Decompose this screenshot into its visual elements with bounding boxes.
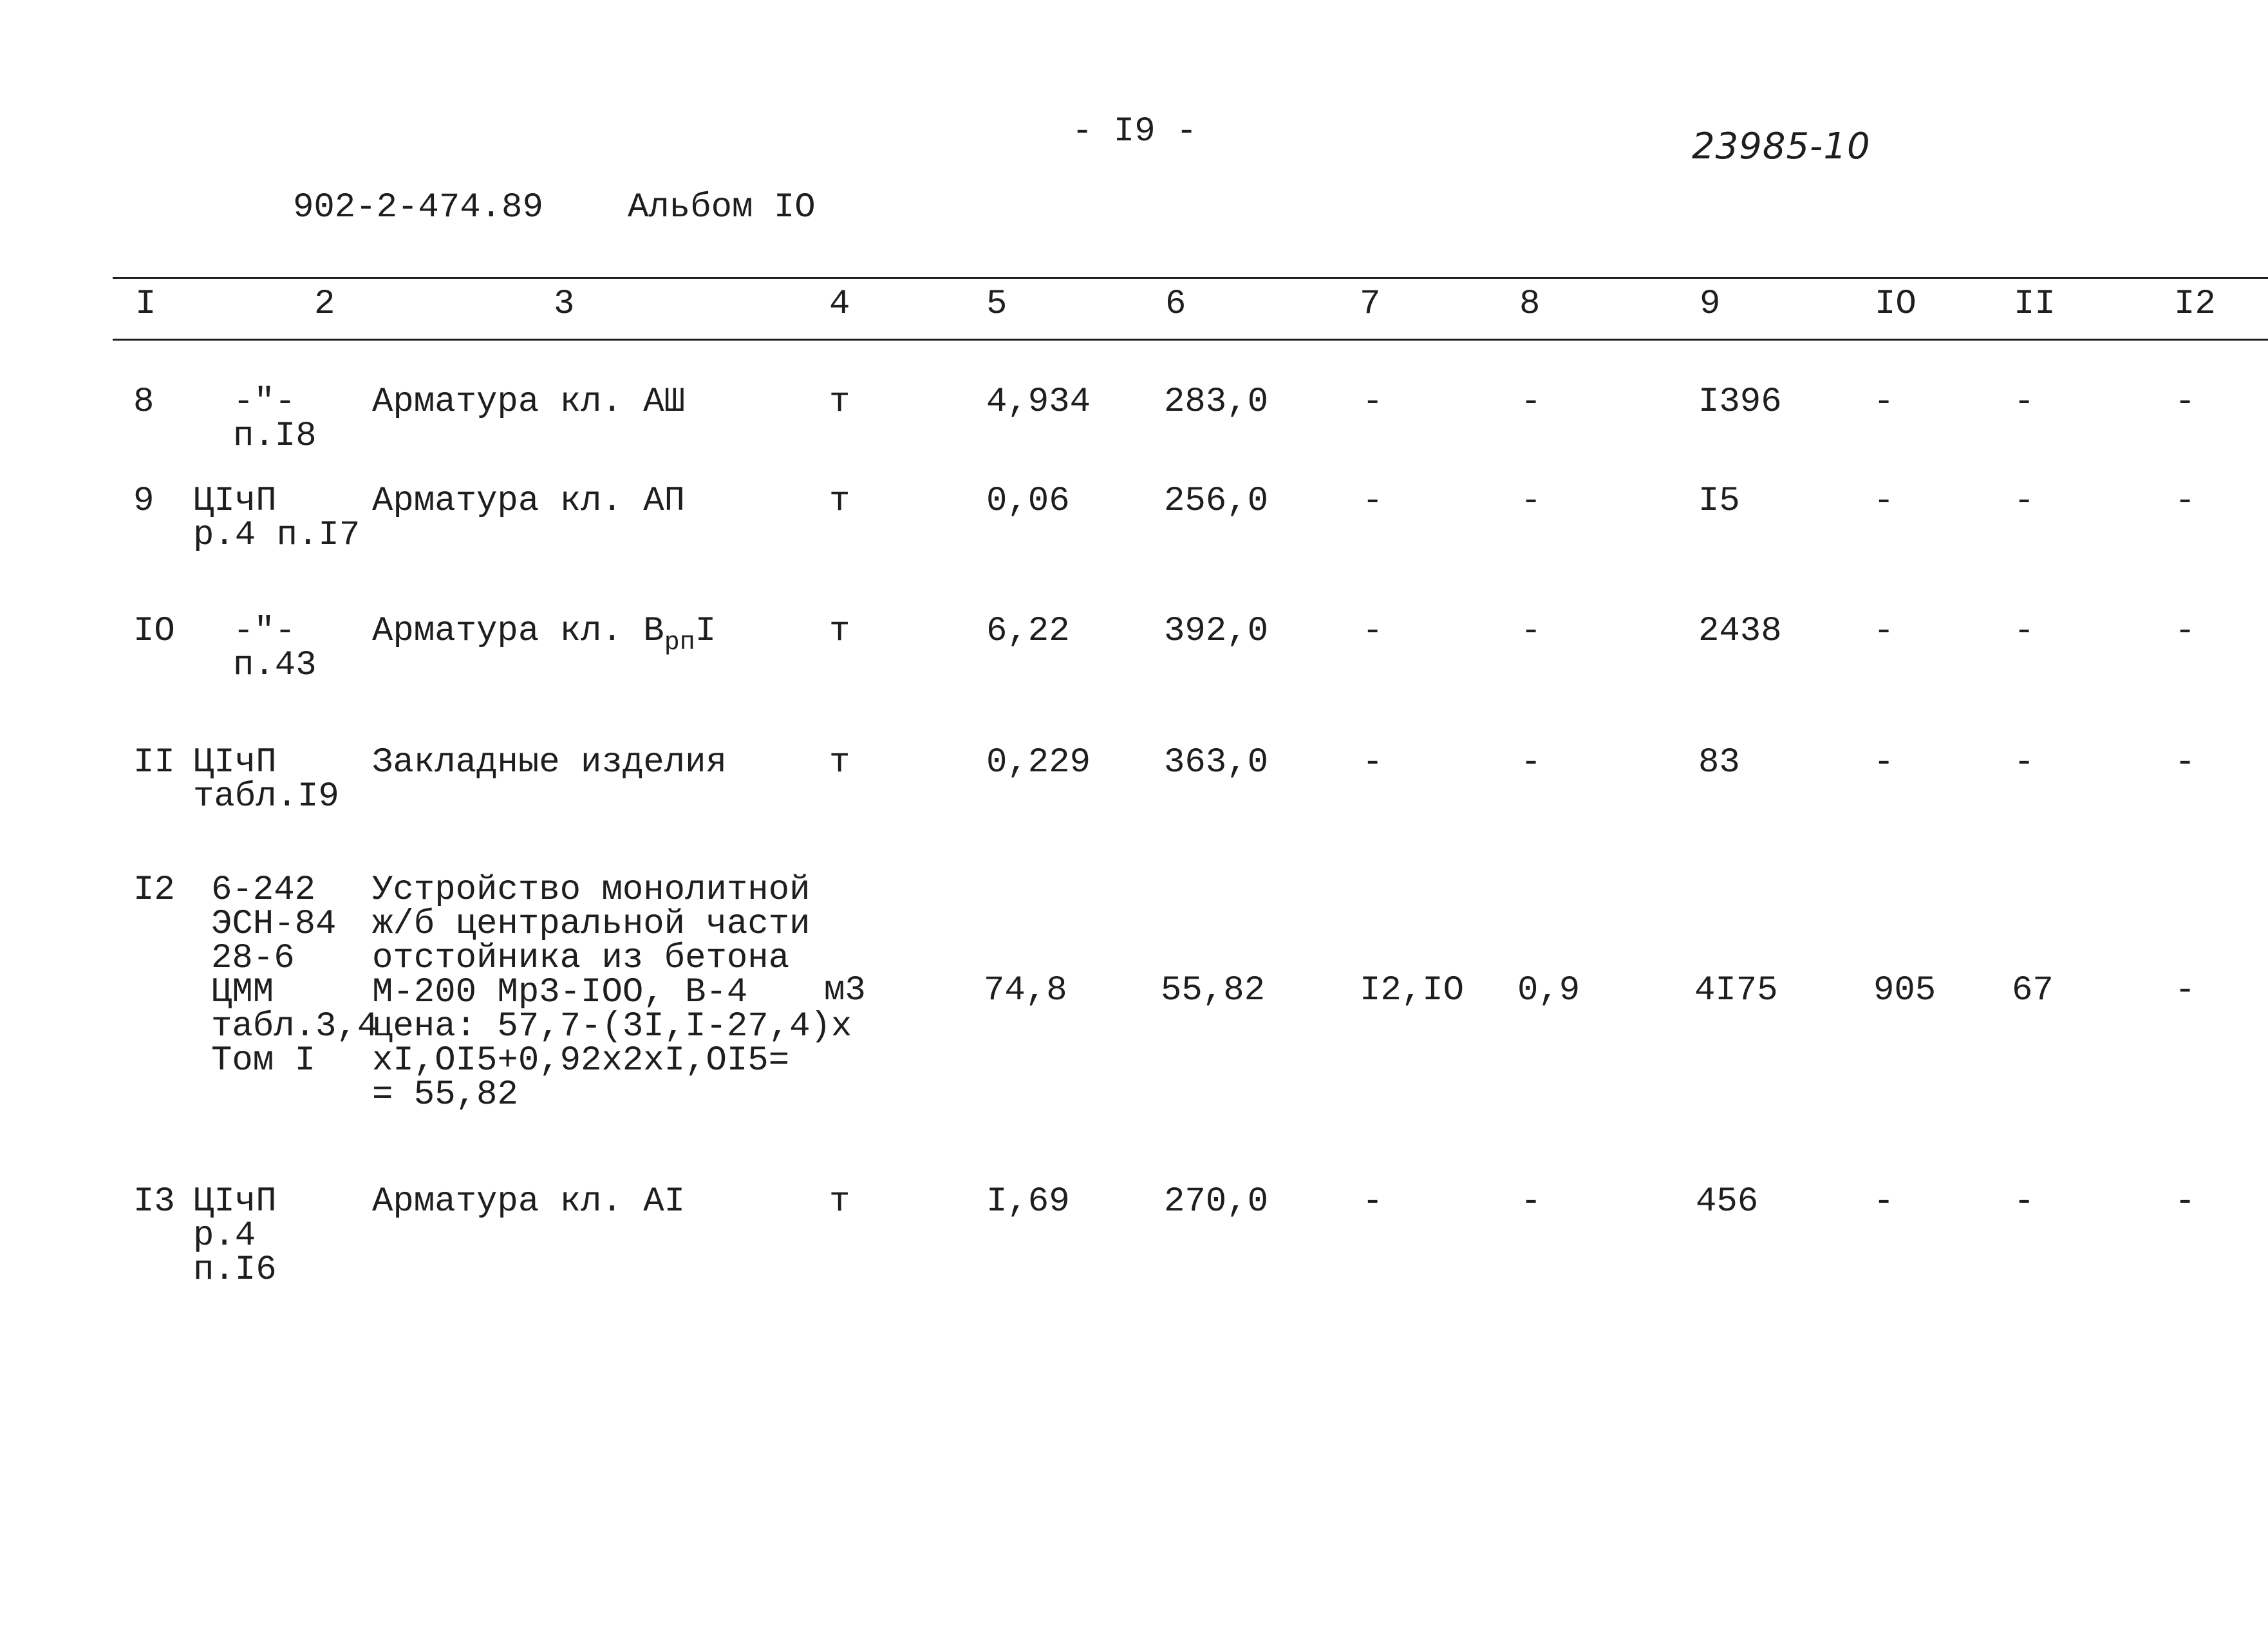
row-number: I2: [133, 871, 175, 910]
column-header: 7: [1360, 285, 1381, 324]
row-number: 8: [133, 382, 155, 422]
series-number: 902-2-474.89: [293, 188, 543, 227]
col7-cell: -: [1362, 612, 1383, 651]
col11-cell: -: [2014, 612, 2035, 651]
quantity-cell: 0,229: [986, 743, 1091, 782]
price-cell: 256,0: [1164, 482, 1269, 521]
col11-cell: -: [2014, 1182, 2035, 1221]
row-reference: ЦIчП р.4 п.I6: [193, 1182, 277, 1290]
col10-cell: -: [1873, 743, 1895, 782]
quantity-cell: 4,934: [986, 382, 1091, 422]
col10-cell: -: [1873, 1182, 1895, 1221]
price-cell: 363,0: [1164, 743, 1269, 782]
col7-cell: -: [1362, 1182, 1383, 1221]
col8-cell: -: [1521, 743, 1542, 782]
col7-cell: -: [1362, 482, 1383, 521]
column-header: IO: [1875, 285, 1917, 324]
col7-cell: -: [1362, 743, 1383, 782]
col10-cell: 905: [1873, 971, 1936, 1010]
col7-cell: -: [1362, 382, 1383, 422]
col12-cell: -: [2175, 743, 2196, 782]
column-header: 9: [1700, 285, 1721, 324]
col8-cell: 0,9: [1517, 971, 1580, 1010]
col10-cell: -: [1873, 382, 1895, 422]
price-cell: 55,82: [1161, 971, 1266, 1010]
row-description: Закладные изделия: [372, 743, 727, 782]
col12-cell: -: [2175, 382, 2196, 422]
column-header: 5: [986, 285, 1007, 324]
price-cell: 283,0: [1164, 382, 1269, 422]
row-reference: ЦIчП табл.I9: [193, 743, 339, 816]
total-cell: 456: [1696, 1182, 1759, 1221]
album-label: Альбом IO: [628, 188, 816, 227]
quantity-cell: 74,8: [984, 971, 1067, 1010]
col12-cell: -: [2175, 971, 2196, 1010]
col12-cell: -: [2175, 1182, 2196, 1221]
column-header: I2: [2174, 285, 2216, 324]
column-header: 2: [314, 285, 335, 324]
col8-cell: -: [1521, 382, 1542, 422]
col11-cell: 67: [2012, 971, 2054, 1010]
page-number: - I9 -: [1072, 112, 1197, 151]
table-header-rule: [113, 339, 2268, 341]
col11-cell: -: [2014, 482, 2035, 521]
row-description: Арматура кл. АI: [372, 1182, 686, 1221]
row-reference: 6-242 ЭСН-84 28-6 ЦММ табл.3,4 Том I: [211, 871, 379, 1080]
unit-cell: т: [829, 1182, 850, 1221]
quantity-cell: 6,22: [986, 612, 1070, 651]
total-cell: 83: [1698, 743, 1740, 782]
row-description: Арматура кл. $В_{рп}I$: [372, 612, 717, 657]
column-header: 3: [554, 285, 575, 324]
row-reference: -"- п.43: [233, 612, 317, 685]
col8-cell: -: [1521, 482, 1542, 521]
row-number: II: [133, 743, 175, 782]
row-description: Устройство монолитной ж/б центральной части отстойника из бетона М-200 Мр3-IOO, В-4 цена: 57,7-(3I,I-27,4)x xI,OI5+0,92x2xI,OI5= = 55,82: [372, 871, 852, 1115]
price-cell: 392,0: [1164, 612, 1269, 651]
col11-cell: -: [2014, 382, 2035, 422]
column-header: 4: [829, 285, 850, 324]
total-cell: I396: [1698, 382, 1782, 422]
col12-cell: -: [2175, 612, 2196, 651]
col8-cell: -: [1521, 612, 1542, 651]
row-description: Арматура кл. АП: [372, 482, 686, 521]
unit-cell: т: [829, 482, 850, 521]
col8-cell: -: [1521, 1182, 1542, 1221]
column-header: II: [2014, 285, 2056, 324]
row-number: IO: [133, 612, 175, 651]
row-number: 9: [133, 482, 155, 521]
quantity-cell: 0,06: [986, 482, 1070, 521]
table-top-rule: [113, 277, 2268, 279]
total-cell: 2438: [1698, 612, 1782, 651]
row-description: Арматура кл. АШ: [372, 382, 686, 422]
row-reference: ЦIчП р.4 п.I7: [193, 482, 361, 555]
unit-cell: т: [829, 382, 850, 422]
total-cell: 4I75: [1694, 971, 1778, 1010]
col7-cell: I2,IO: [1360, 971, 1465, 1010]
unit-cell: м3: [824, 971, 866, 1010]
col10-cell: -: [1873, 482, 1895, 521]
column-header: 8: [1519, 285, 1541, 324]
row-number: I3: [133, 1182, 175, 1221]
quantity-cell: I,69: [986, 1182, 1070, 1221]
row-reference: -"- п.I8: [233, 382, 317, 456]
price-cell: 270,0: [1164, 1182, 1269, 1221]
col11-cell: -: [2014, 743, 2035, 782]
document-code: 23985-10: [1692, 126, 1871, 167]
total-cell: I5: [1698, 482, 1740, 521]
col10-cell: -: [1873, 612, 1895, 651]
unit-cell: т: [829, 612, 850, 651]
column-header: 6: [1165, 285, 1186, 324]
column-header: I: [135, 285, 156, 324]
col12-cell: -: [2175, 482, 2196, 521]
unit-cell: т: [829, 743, 850, 782]
